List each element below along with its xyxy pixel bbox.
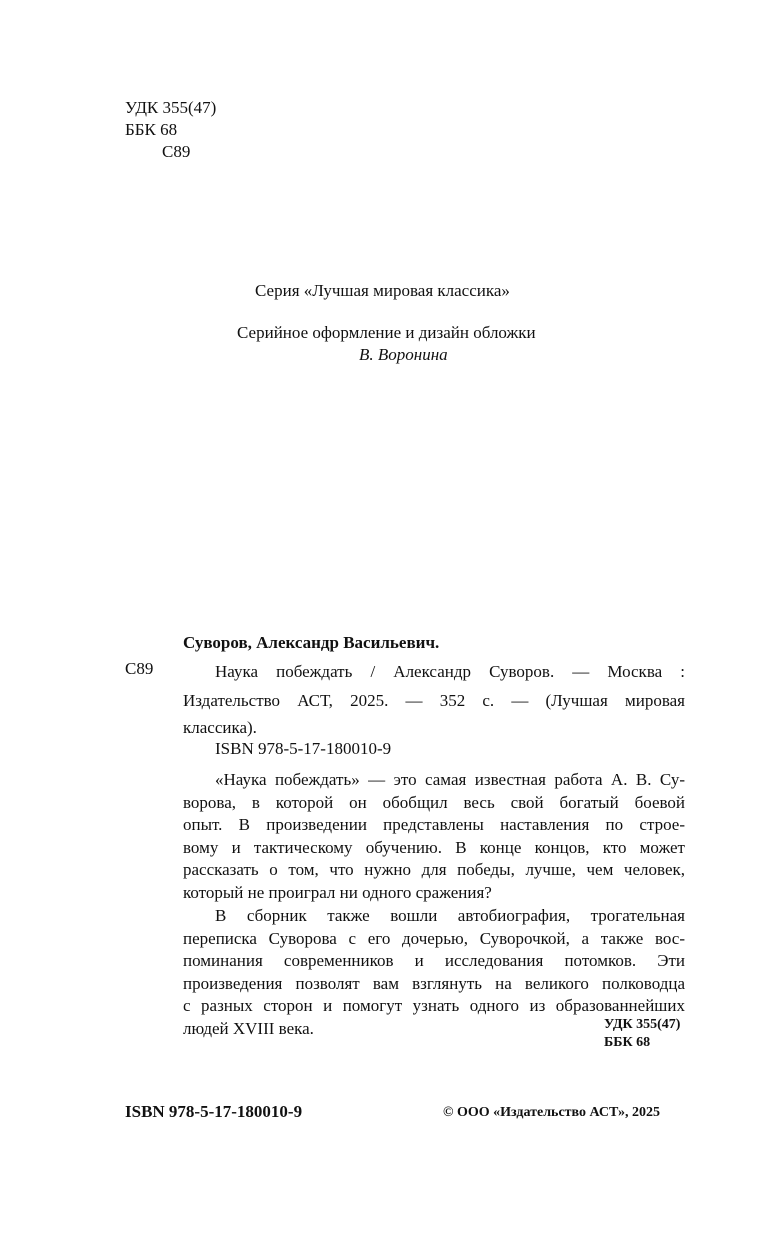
annotation-line: переписка Суворова с его дочерью, Суворочкой, а также вос- — [183, 928, 685, 948]
annotation-line: опыт. В произведении представлены наставления по строе- — [183, 815, 685, 834]
bbk-code-top: ББК 68 — [125, 120, 178, 139]
series-title: Серия «Лучшая мировая классика» — [255, 281, 510, 300]
bbk-code-bottom: ББК 68 — [604, 1035, 651, 1050]
catalog-entry-line: классика). — [183, 718, 257, 737]
annotation-line: ворова, в которой он обобщил весь свой богатый боевой — [183, 792, 685, 812]
annotation-line: людей XVIII века. — [183, 1018, 314, 1038]
footer-isbn: ISBN 978-5-17-180010-9 — [125, 1102, 303, 1121]
author-mark: С89 — [125, 659, 154, 678]
annotation-line: В сборник также вошли автобиография, трогательная — [215, 906, 685, 925]
author-heading: Суворов, Александр Васильевич. — [183, 633, 440, 652]
catalog-entry-line: Издательство АСТ, 2025. — 352 с. — (Лучшая мировая — [183, 691, 685, 710]
udk-code-bottom: УДК 355(47) — [604, 1017, 681, 1032]
catalog-entry — [183, 658, 685, 741]
annotation-line: поминания современников и исследования потомков. Эти — [183, 951, 685, 970]
design-credit: Серийное оформление и дизайн обложки — [237, 323, 536, 342]
annotation-line: произведения позволят вам взглянуть на великого полководца — [183, 973, 685, 993]
catalog-entry-line: Наука побеждать / Александр Суворов. — Москва : — [215, 662, 685, 681]
copyright: © ООО «Издательство АСТ», 2025 — [443, 1105, 661, 1120]
udk-code-top: УДК 355(47) — [125, 98, 217, 117]
author-mark-top: С89 — [162, 142, 191, 161]
annotation-line: с разных сторон и помогут узнать одного из образованнейших — [183, 996, 685, 1015]
annotation-line: рассказать о том, что нужно для победы, лучше, чем человек, — [183, 860, 685, 879]
designer-name: В. Воронина — [359, 345, 448, 364]
annotation-paragraph-1 — [183, 769, 685, 904]
annotation-line: «Наука побеждать» — это самая известная работа А. В. Су- — [215, 770, 685, 789]
annotation-line: вому и тактическому обучению. В конце концов, кто может — [183, 837, 685, 857]
catalog-isbn: ISBN 978-5-17-180010-9 — [215, 739, 392, 758]
annotation-line: который не проиграл ни одного сражения? — [183, 882, 492, 902]
